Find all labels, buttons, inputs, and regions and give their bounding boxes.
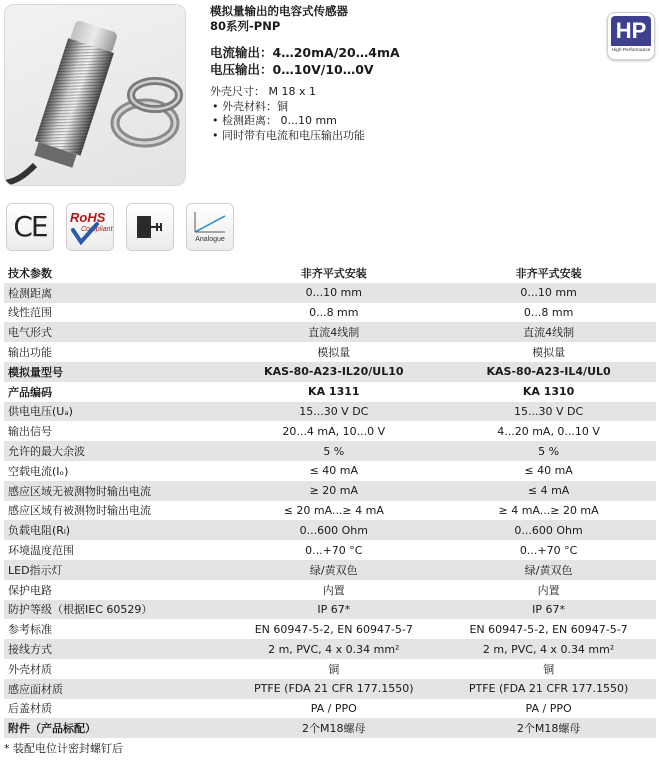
- row-label: 防护等级（根据IEC 60529）: [4, 600, 226, 620]
- table-row: [4, 481, 656, 501]
- value-col-b: 2 m, PVC, 4 x 0.34 mm²: [441, 639, 656, 659]
- value-col-a: 0...10 mm: [226, 283, 441, 303]
- value-col-a: 15...30 V DC: [226, 402, 441, 422]
- value-col-b: PTFE (FDA 21 CFR 177.1550): [441, 679, 656, 699]
- spec-housing-material: • 外壳材料：铜: [212, 99, 288, 113]
- value-col-a: KA 1311: [226, 382, 441, 402]
- row-label: 负载电阻(Rₗ): [4, 520, 226, 540]
- current-output: 电流输出：4…20mA/20…4mA: [210, 45, 400, 60]
- row-label: 线性范围: [4, 303, 226, 323]
- value-col-a: 0...8 mm: [226, 303, 441, 323]
- row-label: 附件（产品标配）: [4, 718, 226, 738]
- value-col-b: 15...30 V DC: [441, 402, 656, 422]
- value-col-b: 铜: [441, 659, 656, 679]
- spec-housing-size: 外壳尺寸： M 18 x 1: [210, 85, 316, 98]
- value-col-a: KAS-80-A23-IL20/UL10: [226, 362, 441, 382]
- rohs-sub: Compliant: [81, 226, 113, 233]
- table-row: [4, 560, 656, 580]
- value-col-a: 2 m, PVC, 4 x 0.34 mm²: [226, 639, 441, 659]
- value-col-a: 铜: [226, 659, 441, 679]
- analogue-output-icon: [186, 203, 234, 251]
- table-row: [4, 600, 656, 620]
- value-col-a: PTFE (FDA 21 CFR 177.1550): [226, 679, 441, 699]
- table-row: [4, 421, 656, 441]
- value-col-b: 直流4线制: [441, 322, 656, 342]
- table-row: [4, 679, 656, 699]
- table-row: [4, 520, 656, 540]
- table-row: [4, 263, 656, 283]
- spec-table-body: [4, 263, 656, 738]
- analogue-label: Analogue: [195, 236, 225, 243]
- value-col-a: 5 %: [226, 441, 441, 461]
- rohs-compliant-icon: [66, 203, 114, 251]
- row-label: 电气形式: [4, 322, 226, 342]
- row-label: 接线方式: [4, 639, 226, 659]
- value-col-b: 绿/黄双色: [441, 560, 656, 580]
- table-row: [4, 659, 656, 679]
- row-label: 感应面材质: [4, 679, 226, 699]
- row-label: 模拟量型号: [4, 362, 226, 382]
- value-col-b: 模拟量: [441, 342, 656, 362]
- row-label: 环境温度范围: [4, 540, 226, 560]
- value-col-b: 内置: [441, 580, 656, 600]
- value-col-b: ≤ 4 mA: [441, 481, 656, 501]
- value-col-a: ≤ 20 mA...≥ 4 mA: [226, 501, 441, 521]
- analogue-graph-icon: [187, 204, 233, 250]
- table-row: [4, 382, 656, 402]
- value-col-b: 5 %: [441, 441, 656, 461]
- connection-terminal-icon: [126, 203, 174, 251]
- row-label: 输出功能: [4, 342, 226, 362]
- footnote: * 装配电位计密封螺钉后: [4, 742, 123, 755]
- value-col-a: 0...600 Ohm: [226, 520, 441, 540]
- value-col-a: IP 67*: [226, 600, 441, 620]
- checkmark-icon: [67, 204, 113, 250]
- row-label: 参考标准: [4, 619, 226, 639]
- value-col-a: 0...+70 °C: [226, 540, 441, 560]
- value-col-b: KAS-80-A23-IL4/UL0: [441, 362, 656, 382]
- row-label: 供电电压(Uₐ): [4, 402, 226, 422]
- voltage-output: 电压输出：0…10V/10…0V: [210, 62, 374, 77]
- table-row: [4, 461, 656, 481]
- ce-mark-text: CE: [13, 210, 47, 243]
- table-row: [4, 441, 656, 461]
- value-col-b: 2个M18螺母: [441, 718, 656, 738]
- table-row: [4, 619, 656, 639]
- value-col-b: IP 67*: [441, 600, 656, 620]
- value-col-b: PA / PPO: [441, 699, 656, 719]
- value-col-a: 直流4线制: [226, 322, 441, 342]
- row-label: 技术参数: [4, 263, 226, 283]
- table-row: [4, 283, 656, 303]
- value-col-a: 2个M18螺母: [226, 718, 441, 738]
- hp-subtitle: High Performance: [611, 48, 651, 53]
- product-photo: [4, 4, 186, 186]
- spec-sensing-distance: • 检测距离： 0...10 mm: [212, 114, 337, 127]
- value-col-a: EN 60947-5-2, EN 60947-5-7: [226, 619, 441, 639]
- product-title: 模拟量输出的电容式传感器: [210, 4, 348, 18]
- table-row: [4, 639, 656, 659]
- row-label: 后盖材质: [4, 699, 226, 719]
- row-label: 允许的最大余波: [4, 441, 226, 461]
- table-row: [4, 362, 656, 382]
- row-label: 外壳材质: [4, 659, 226, 679]
- value-col-b: ≤ 40 mA: [441, 461, 656, 481]
- value-col-a: ≥ 20 mA: [226, 481, 441, 501]
- spec-table: [4, 263, 656, 738]
- value-col-a: 内置: [226, 580, 441, 600]
- value-col-a: 20...4 mA, 10...0 V: [226, 421, 441, 441]
- value-col-b: KA 1310: [441, 382, 656, 402]
- value-col-a: ≤ 40 mA: [226, 461, 441, 481]
- row-label: 感应区域有被测物时输出电流: [4, 501, 226, 521]
- value-col-a: PA / PPO: [226, 699, 441, 719]
- value-col-b: 0...8 mm: [441, 303, 656, 323]
- table-row: [4, 322, 656, 342]
- value-col-b: 0...+70 °C: [441, 540, 656, 560]
- value-col-a: 模拟量: [226, 342, 441, 362]
- row-label: 空载电流(Iₒ): [4, 461, 226, 481]
- value-col-b: ≥ 4 mA...≥ 20 mA: [441, 501, 656, 521]
- high-performance-badge: [607, 12, 655, 60]
- table-row: [4, 699, 656, 719]
- value-col-b: 0...10 mm: [441, 283, 656, 303]
- value-col-a: 绿/黄双色: [226, 560, 441, 580]
- spec-list: [210, 85, 600, 143]
- product-header: [210, 4, 600, 143]
- rohs-text: RoHS: [70, 210, 106, 225]
- terminal-symbol-icon: [127, 204, 173, 250]
- value-col-b: 非齐平式安装: [441, 263, 656, 283]
- table-row: [4, 501, 656, 521]
- table-row: [4, 342, 656, 362]
- table-row: [4, 580, 656, 600]
- table-row: [4, 718, 656, 738]
- ce-mark-icon: [6, 203, 54, 251]
- row-label: LED指示灯: [4, 560, 226, 580]
- product-series: 80系列-PNP: [210, 19, 281, 33]
- table-row: [4, 540, 656, 560]
- table-row: [4, 303, 656, 323]
- row-label: 输出信号: [4, 421, 226, 441]
- value-col-b: 0...600 Ohm: [441, 520, 656, 540]
- value-col-b: EN 60947-5-2, EN 60947-5-7: [441, 619, 656, 639]
- spec-dual-output: • 同时带有电流和电压输出功能: [212, 128, 365, 142]
- hp-letters: HP: [611, 16, 651, 46]
- value-col-b: 4...20 mA, 0...10 V: [441, 421, 656, 441]
- value-col-a: 非齐平式安装: [226, 263, 441, 283]
- sensor-image: [5, 5, 185, 185]
- table-row: [4, 402, 656, 422]
- row-label: 检测距离: [4, 283, 226, 303]
- row-label: 感应区域无被测物时输出电流: [4, 481, 226, 501]
- row-label: 保护电路: [4, 580, 226, 600]
- row-label: 产品编码: [4, 382, 226, 402]
